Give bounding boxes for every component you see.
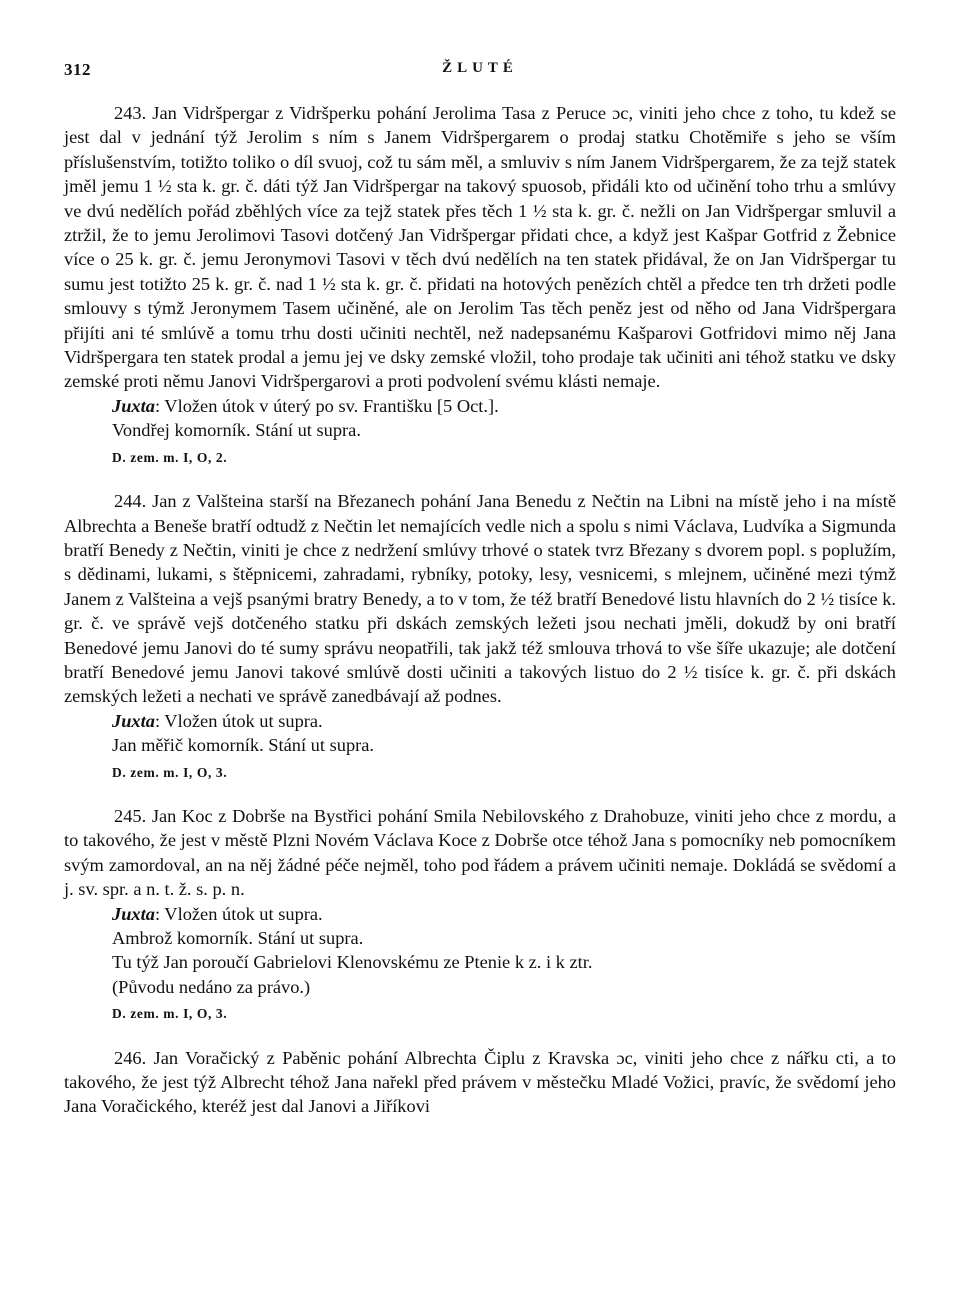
note-text: Ambrož komorník. Stání ut supra. (112, 928, 364, 948)
entry-note (64, 733, 896, 757)
entry-note (64, 709, 896, 733)
entry-note (64, 950, 896, 974)
entry-note (64, 926, 896, 950)
note-label: Juxta (112, 710, 155, 731)
note-text: Vondřej komorník. Stání ut supra. (112, 420, 361, 441)
running-title: ŽLUTÉ (442, 60, 518, 76)
source-reference: D. zem. m. I, O, 3. (112, 1006, 228, 1022)
entry-245 (64, 804, 896, 1027)
entry-note (64, 902, 896, 926)
entry-note (64, 394, 896, 418)
page-number: 312 (64, 60, 91, 79)
entry-text: 245. Jan Koc z Dobrše na Bystřici pohání Smila Nebilovského z Drahobuze, viniti jeho chce z mordu, a to takového, že jest v městě Plzni Novém Václava Koce z Dobrše otce téhož Jana s pomocníky neb pomocníkem svým zamordoval, an na něj žádné péče nejměl, toho pod řádem a právem učiniti nemaje. Dokládá se svědomí a j. sv. spr. a n. t. ž. s. p. n. (64, 805, 896, 900)
note-text: Tu týž Jan poroučí Gabrielovi Klenovskému ze Ptenie k z. i k ztr. (112, 952, 593, 973)
entry-246 (64, 1046, 896, 1119)
entry-note (64, 418, 896, 442)
note-label: Juxta (112, 395, 155, 416)
note-text: (Původu nedáno za právo.) (112, 976, 311, 997)
entry-text: 244. Jan z Valšteina starší na Březanech pohání Jana Benedu z Nečtin na Libni na místě jeho i na místě Albrechta a Beneše bratří odtudž z Nečtin let nemajících vedle nich a spolu s nimi Václava, Ludvíka a Sigmunda bratří Benedy z Nečtin, viniti je chce z nedržení smlúvy trhové o statek tvrz Březany s dvorem popl. s poplužím, s dědinami, lukami, s štěpnicemi, zahradami, rybníky, potoky, lesy, vesnicemi, s mlejnem, učiněné mezi týmž Janem z Valšteina a vejš psanými bratry Benedy, a to v tom, že též bratří Benedové listu hlavních do 2 ½ tisíce k. gr. č. ve správě vejš dotčeného statku při dskách zemských ležeti jsou nechati jměli, dokudž by oni bratří Benedové jemu Janovi do té sumy správu neopatřili, tak jakž též smlouva trhová to vše šíře ukazuje; ale dotčení bratří Benedové jemu Janovi takové smlúvě dosti učiniti a takových listuo do 2 ½ tisíce k. gr. č. při dskách zemských ležeti a nechati ve správě zanedbávají až podnes. (64, 491, 896, 707)
note-text: Jan měřič komorník. Stání ut supra. (112, 735, 375, 756)
page-header (64, 60, 896, 88)
entry-text: 243. Jan Vidršpergar z Vidršperku pohání Jerolima Tasa z Peruce ɔc, viniti jeho chce z toho, tu kdež se jest dal v jednání týž Jerolim s ním s Janem Vidršpergarem o prodaj statku Chotěmiře s jeho se vším příslušenstvím, totižto toliko o díl svuoj, což tu sám měl, a smluviv s ním Janem Vidršpergarem, že za tejž statek jměl jemu 1 ½ sta k. gr. č. dáti týž Jan Vidršpergar na takový spuosob, přidáli kto od učinění toho trhu a smlúvy ve dvú nedělích pořád zběhlých více za tejž statek přes těch 1 ½ sta k. gr. č. nežli on Jan Vidršpergar smluvil a ztržil, že to jemu Jerolimovi Tasovi dotčený Jan Vidršpergar přidati chce, a když jest Kašpar Gotfrid z Žebnice více o 25 k. gr. č. jemu Jeronymovi Tasovi v těch dvú nedělích na ten statek přidával, že on Jan Vidršpergar tu sumu jest totižto 25 k. gr. č. nad 1 ½ sta k. gr. č. přidati na hotových penězích chtěl a předce ten trh držeti podle smlouvy s týmž Jeronymem Tasem učiněné, ale on Jerolim Tas těch peněz jest od něho od Jana Vidršpergara přijíti ani té smlúvě a tomu trhu dosti učiniti nechtěl, než nadepsanému Kašparovi Gotfridovi mimo něj Jana Vidršpergara ten statek prodal a jemu jej ve dsky zemské vložil, toho prodaje tak učiniti ani téhož statku ve dsky zemské proti němu Janovi Vidršpergarovi a proti podvolení svému klásti nemaje. (64, 103, 896, 392)
note-text: : Vložen útok ut supra. (154, 903, 323, 924)
note-text: : Vložen útok ut supra. (154, 710, 323, 731)
entry-243 (64, 101, 896, 470)
entry-note (64, 975, 896, 999)
source-reference: D. zem. m. I, O, 2. (112, 449, 228, 465)
page-content (64, 101, 896, 1119)
entry-text: 246. Jan Voračický z Paběnic pohání Albrechta Čiplu z Kravska ɔc, viniti jeho chce z nářku cti, a to takového, že jest týž Albrecht téhož Jana nařekl před právem v městečku Mladé Vožici, pravíc, že svědomí jeho Jana Voračického, kteréž jest dal Janovi a Jiříkovi (64, 1047, 896, 1117)
note-label: Juxta (112, 903, 155, 924)
entry-244 (64, 489, 896, 785)
note-text: : Vložen útok v úterý po sv. Františku [5 Oct.]. (154, 395, 499, 416)
source-reference: D. zem. m. I, O, 3. (112, 764, 228, 780)
